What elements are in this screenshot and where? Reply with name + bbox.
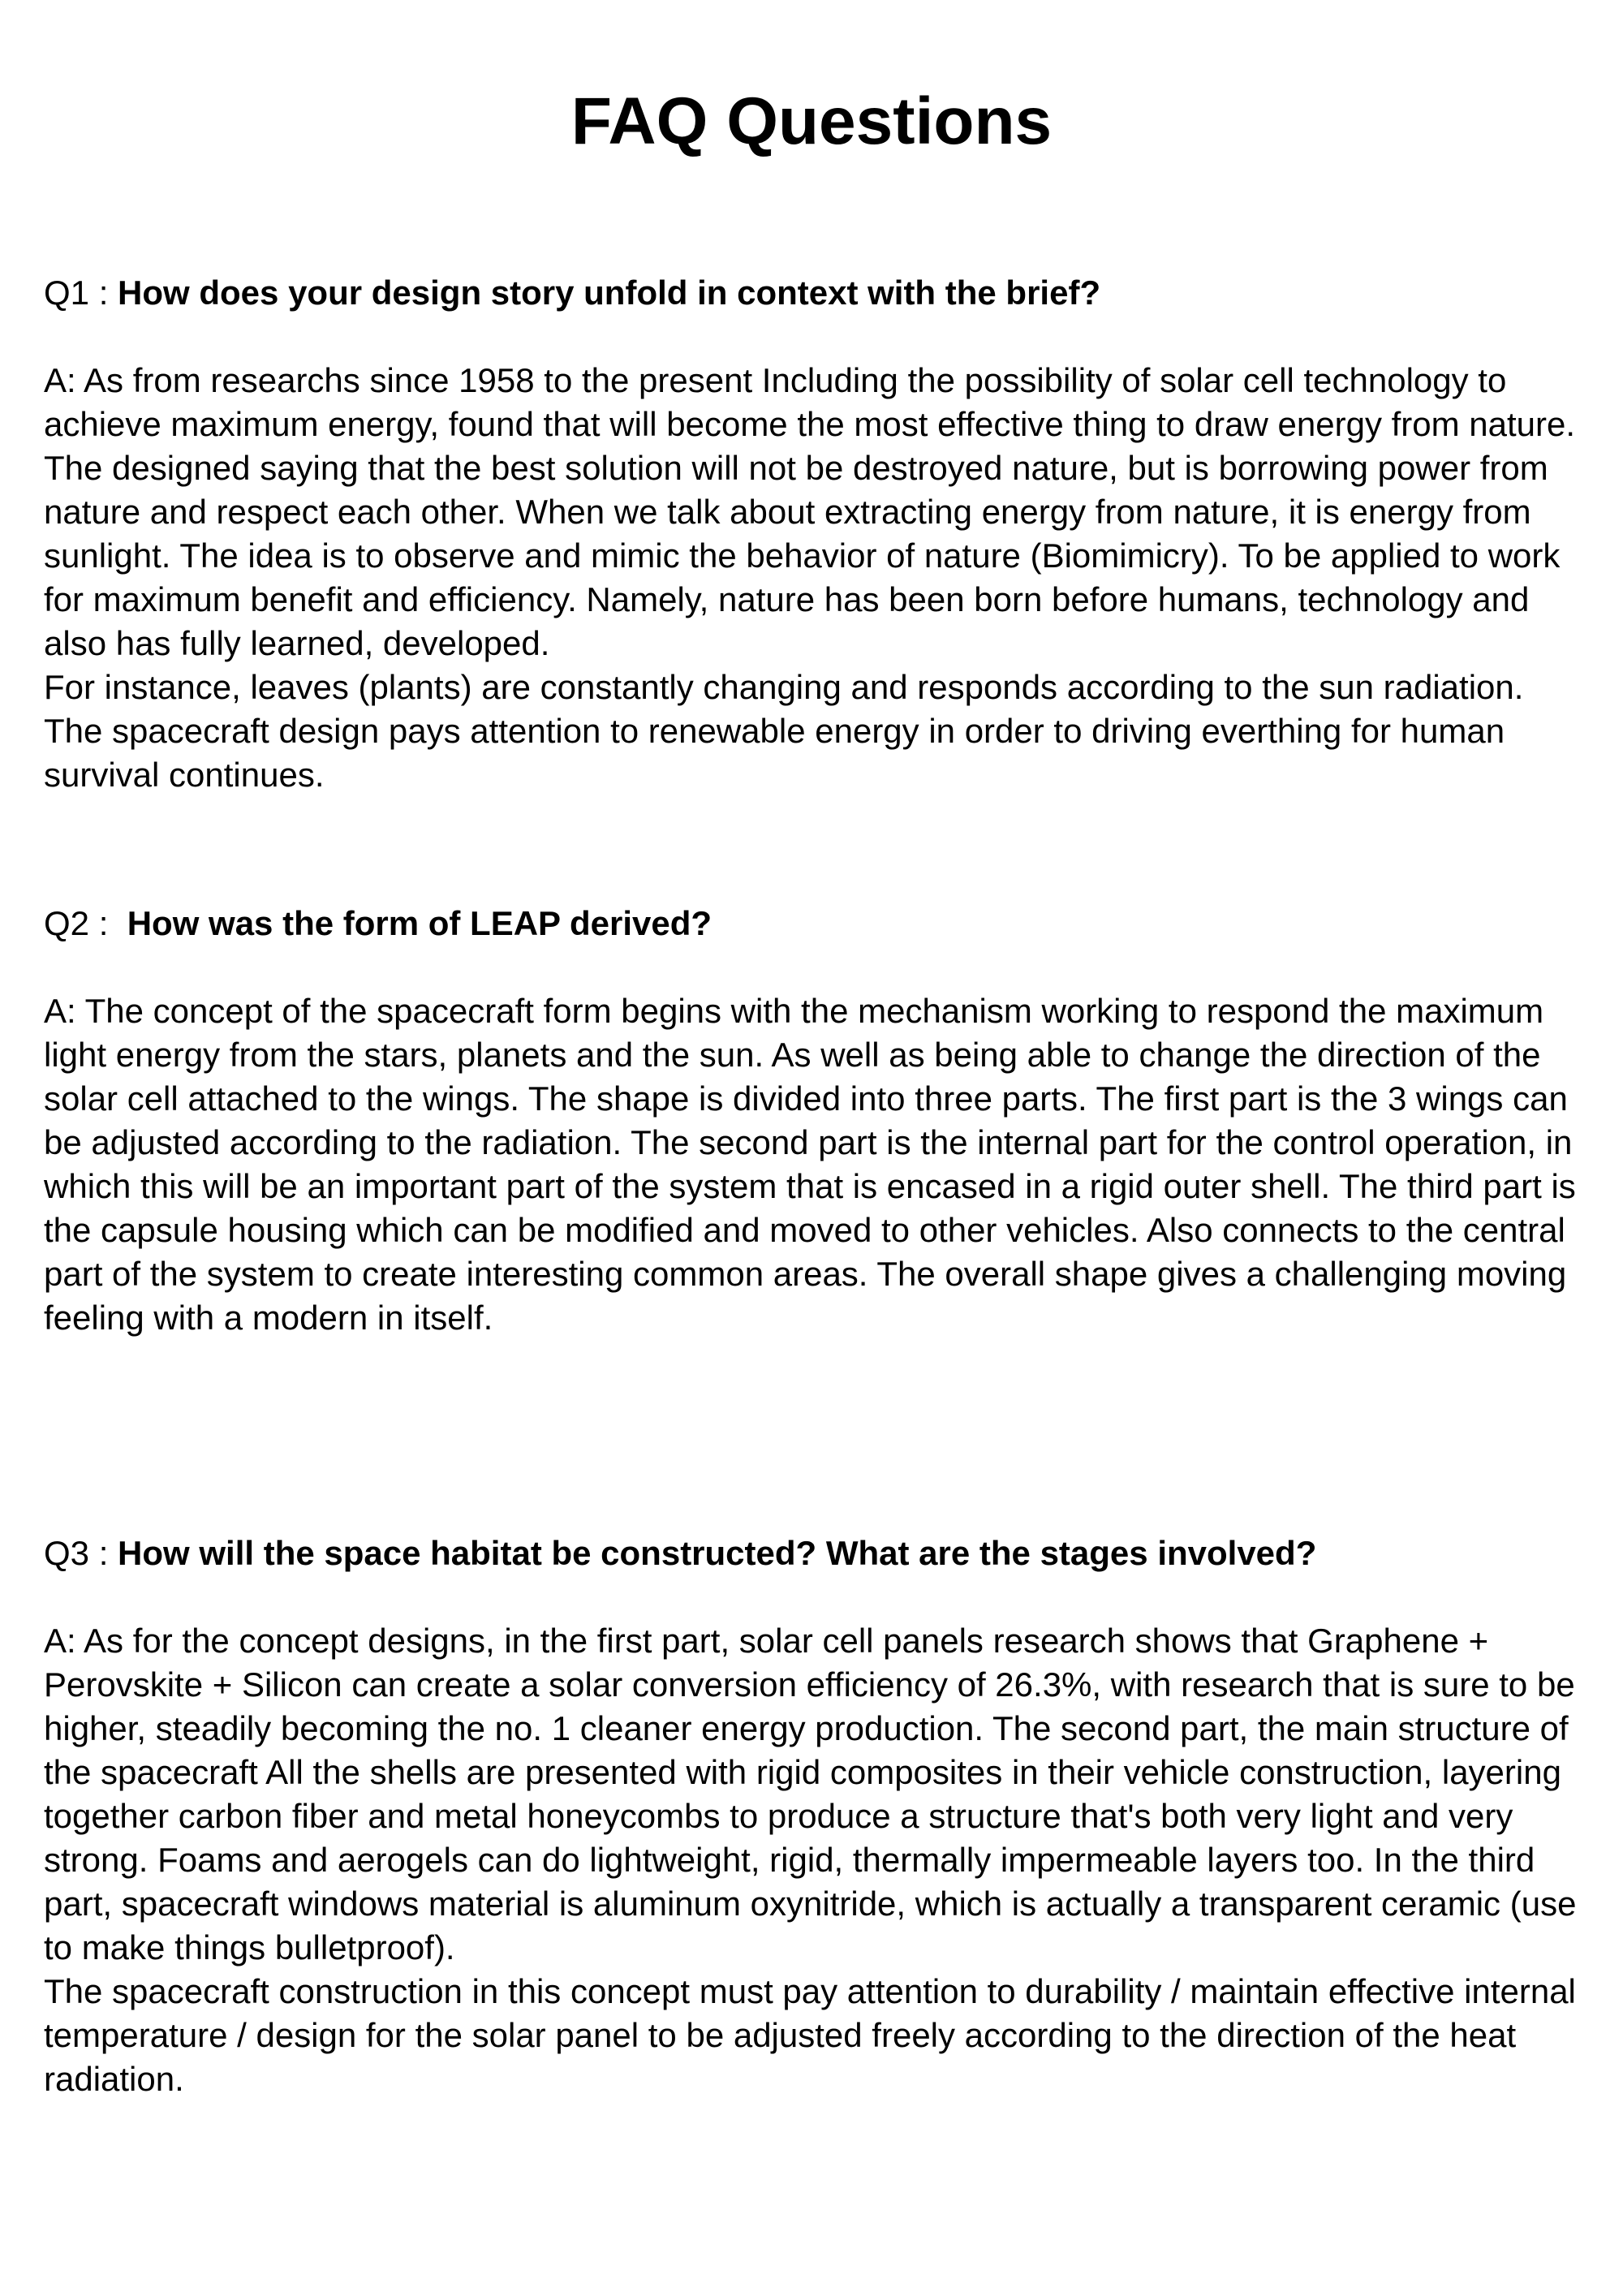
- question-1: [44, 271, 1586, 315]
- answer-1-paragraph-2: For instance, leaves (plants) are constantly changing and responds according to the sun radiation. The spacecraft design pays attention to renewable energy in order to driving everthing for human survival continues.: [44, 668, 1524, 794]
- answer-3-paragraph-1: A: As for the concept designs, in the first part, solar cell panels research shows that Graphene + Perovskite + Silicon can create a solar conversion efficiency of 26.3%, with research that is sure to be higher, steadily becoming the no. 1 cleaner energy production. The second part, the main structure of the spacecraft All the shells are presented with rigid composites in their vehicle construction, layering together carbon fiber and metal honeycombs to produce a structure that's both very light and very strong. Foams and aerogels can do lightweight, rigid, thermally impermeable layers too. In the third part, spacecraft windows material is aluminum oxynitride, which is actually a transparent ceramic (use to make things bulletproof).: [44, 1622, 1577, 1966]
- question-2: [44, 902, 1586, 946]
- question-2-prefix: Q2 :: [44, 904, 127, 942]
- faq-item-1: [44, 271, 1586, 797]
- page-title: FAQ Questions: [570, 84, 1053, 158]
- question-3-text: How will the space habitat be constructed? What are the stages involved?: [118, 1534, 1317, 1572]
- faq-item-2: [44, 902, 1586, 1340]
- faq-item-3: [44, 1531, 1586, 2101]
- answer-3-paragraph-2: The spacecraft construction in this concept must pay attention to durability / maintain effective internal temperature / design for the solar panel to be adjusted freely according to the direction of the heat radiation.: [44, 1972, 1576, 2098]
- answer-3: [44, 1619, 1586, 2101]
- question-1-prefix: Q1 :: [44, 274, 118, 312]
- answer-2-paragraph-1: A: The concept of the spacecraft form begins with the mechanism working to respond the maximum light energy from the stars, planets and the sun. As well as being able to change the direction of the solar cell attached to the wings. The shape is divided into three parts. The first part is the 3 wings can be adjusted according to the radiation. The second part is the internal part for the control operation, in which this will be an important part of the system that is encased in a rigid outer shell. The third part is the capsule housing which can be modified and moved to other vehicles. Also connects to the central part of the system to create interesting common areas. The overall shape gives a challenging moving feeling with a modern in itself.: [44, 992, 1576, 1337]
- answer-2: [44, 989, 1586, 1340]
- answer-1: [44, 359, 1586, 797]
- answer-1-paragraph-1: A: As from researchs since 1958 to the present Including the possibility of solar cell technology to achieve maximum energy, found that will become the most effective thing to draw energy from nature. The designed saying that the best solution will not be destroyed nature, but is borrowing power from nature and respect each other. When we talk about extracting energy from nature, it is energy from sunlight. The idea is to observe and mimic the behavior of nature (Biomimicry). To be applied to work for maximum benefit and efficiency. Namely, nature has been born before humans, technology and also has fully learned, developed.: [44, 361, 1576, 662]
- question-3: [44, 1531, 1586, 1575]
- question-2-text: How was the form of LEAP derived?: [127, 904, 712, 942]
- question-3-prefix: Q3 :: [44, 1534, 118, 1572]
- question-1-text: How does your design story unfold in context with the brief?: [118, 274, 1101, 312]
